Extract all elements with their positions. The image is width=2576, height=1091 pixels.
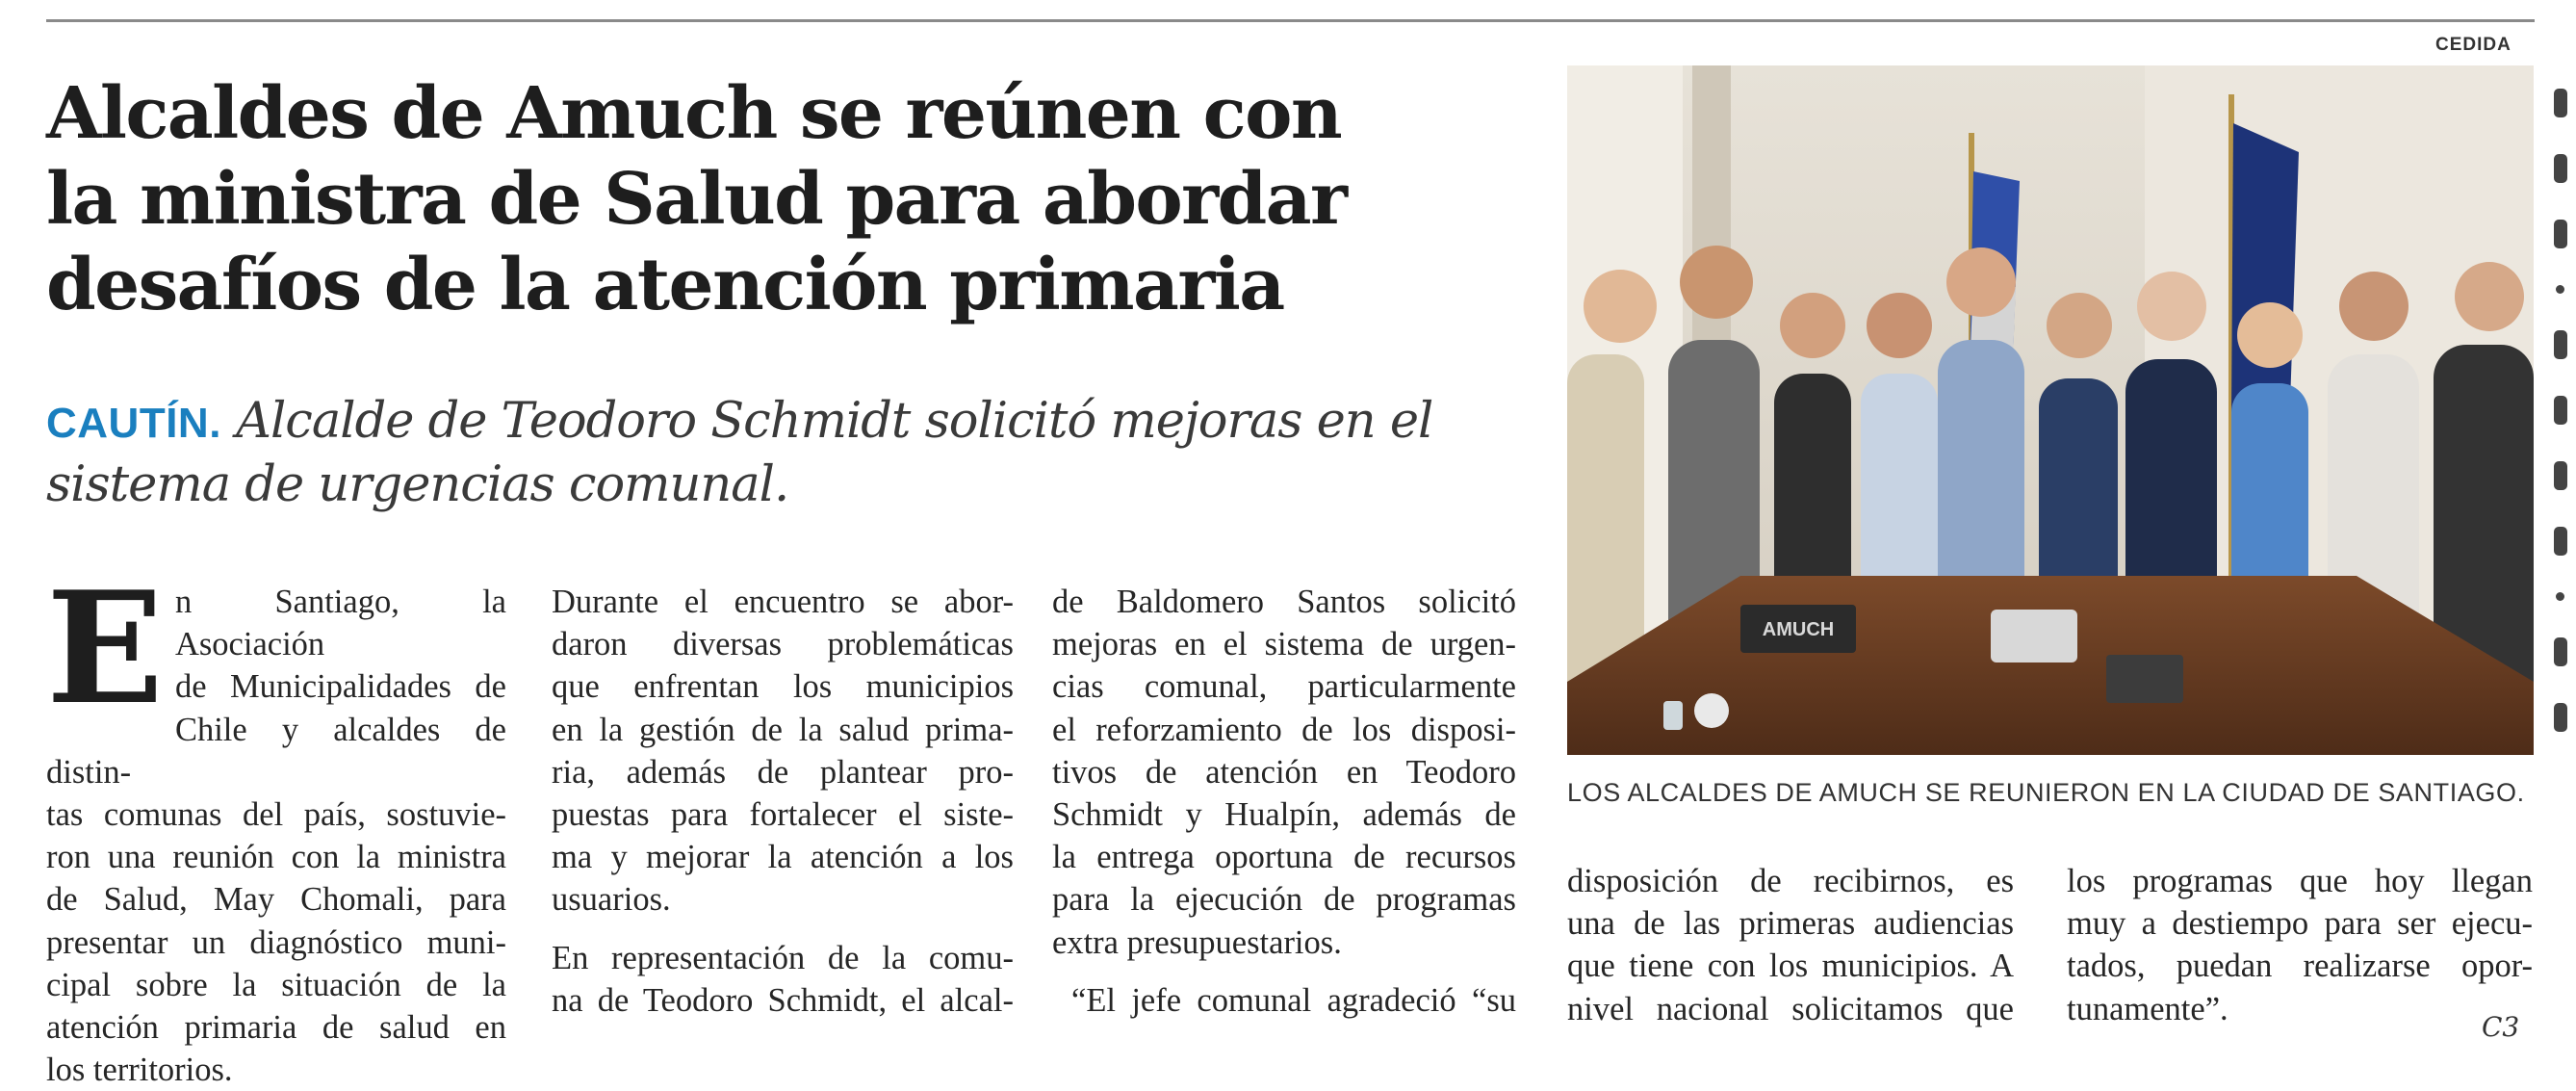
text-line: el reforzamiento de los disposi-	[1052, 711, 1516, 748]
cropped-text-fragment	[2554, 330, 2567, 359]
text-line: muy a destiempo para ser ejecu-	[2067, 905, 2533, 943]
text-line: los territorios.	[46, 1052, 233, 1089]
glass	[1663, 701, 1683, 730]
text-line: nivel nacional solicitamos que	[1567, 990, 2014, 1027]
photo-caption: LOS ALCALDES DE AMUCH SE REUNIERON EN LA CIUDAD DE SANTIAGO.	[1567, 778, 2525, 807]
text-line: de Salud, May Chomali, para	[46, 881, 506, 919]
headline	[46, 71, 1548, 328]
text-line: Schmidt y Hualpín, además de	[1052, 796, 1516, 834]
cropped-text-fragment	[2554, 220, 2567, 248]
text-line: n Santiago, la Asociación	[174, 584, 506, 663]
text-line: disposición de recibirnos, es	[1567, 863, 2014, 899]
body-column-1	[46, 558, 506, 1091]
drop-cap: E	[46, 558, 164, 739]
headline-line-2: la ministra de Salud para abordar	[46, 158, 1347, 241]
name-card	[1991, 610, 2077, 662]
folder-on-table	[2106, 655, 2183, 703]
paragraph	[552, 581, 1014, 922]
cropped-text-fragment	[2554, 461, 2567, 490]
photo-credit: CEDIDA	[2435, 35, 2512, 55]
cropped-text-fragment	[2554, 89, 2567, 117]
text-line: de Baldomero Santos solicitó	[1052, 584, 1516, 620]
text-line: cias comunal, particularmente	[1052, 668, 1516, 706]
body-column-4	[1567, 860, 2014, 1030]
paragraph	[2067, 860, 2533, 1030]
text-line: para la ejecución de programas	[1052, 881, 1516, 919]
text-line: tivos de atención en Teodoro	[1052, 753, 1516, 791]
text-line: ria, además de plantear pro-	[552, 753, 1014, 791]
meeting-table	[1567, 576, 2534, 755]
cropped-text-fragment	[2554, 154, 2567, 183]
news-photo	[1567, 65, 2534, 755]
text-line: de Municipalidades de	[174, 668, 506, 706]
photo-illustration	[1567, 65, 2534, 755]
text-line: mejoras en el sistema de urgen-	[1052, 626, 1516, 663]
text-line: puestas para fortalecer el siste-	[552, 796, 1014, 834]
text-line: Durante el encuentro se abor-	[552, 584, 1014, 620]
text-line: los programas que hoy llegan	[2067, 863, 2533, 899]
cropped-text-fragment	[2554, 637, 2567, 666]
text-line: tas comunas del país, sostuvie-	[46, 796, 506, 834]
text-line: que enfrentan los municipios	[552, 668, 1014, 706]
cropped-text-fragment	[2554, 396, 2567, 425]
text-line: cipal sobre la situación de la	[46, 966, 506, 1003]
body-column-3	[1052, 581, 1516, 1022]
adjacent-article-edge	[2546, 69, 2576, 1075]
text-line: extra presupuestarios.	[1052, 923, 1342, 961]
paragraph	[1052, 581, 1516, 964]
text-line: Chile y alcaldes de distin-	[46, 711, 506, 791]
cropped-text-fragment	[2556, 592, 2564, 601]
deck-line-1	[46, 391, 1548, 455]
paragraph	[1567, 860, 2014, 1030]
paragraph	[552, 937, 1014, 1022]
text-line: tados, puedan realizarse opor-	[2067, 948, 2533, 985]
text-line: ma y mejorar la atención a los	[552, 839, 1014, 876]
kicker-location: CAUTÍN.	[46, 400, 221, 447]
text-line: la entrega oportuna de recursos	[1052, 839, 1516, 876]
end-of-article-mark: C3	[2482, 1011, 2520, 1043]
cropped-text-fragment	[2554, 527, 2567, 556]
deck-subtitle	[46, 391, 1548, 516]
deck-line-2: sistema de urgencias comunal.	[46, 456, 789, 513]
text-line: na de Teodoro Schmidt, el alcal-	[552, 981, 1014, 1019]
headline-line-1: Alcaldes de Amuch se reúnen con	[46, 72, 1342, 155]
text-line: “El jefe comunal agradeció “su	[1071, 981, 1516, 1019]
text-line: que tiene con los municipios. A	[1567, 948, 2014, 985]
text-line: tunamente”.	[2067, 990, 2228, 1027]
body-column-2	[552, 581, 1014, 1022]
text-line: ron una reunión con la ministra	[46, 839, 506, 876]
text-line: En representación de la comu-	[552, 939, 1014, 976]
cropped-text-fragment	[2554, 703, 2567, 732]
deck-text-1: Alcalde de Teodoro Schmidt solicitó mejoras en el	[220, 393, 1433, 450]
paragraph	[1052, 979, 1516, 1022]
text-line: presentar un diagnóstico muni-	[46, 923, 506, 961]
paragraph	[46, 558, 506, 1091]
text-line: en la gestión de la salud prima-	[552, 711, 1014, 748]
cropped-text-fragment	[2556, 285, 2564, 294]
text-line: atención primaria de salud en	[46, 1009, 506, 1047]
headline-line-3: desafíos de la atención primaria	[46, 244, 1284, 326]
text-line: daron diversas problemáticas	[552, 626, 1014, 663]
cup	[1694, 693, 1729, 728]
body-column-5	[2067, 860, 2533, 1030]
banner-text: AMUCH	[1762, 619, 1835, 640]
text-line: usuarios.	[552, 881, 671, 919]
text-line: una de las primeras audiencias	[1567, 905, 2014, 943]
top-rule	[46, 19, 2535, 22]
